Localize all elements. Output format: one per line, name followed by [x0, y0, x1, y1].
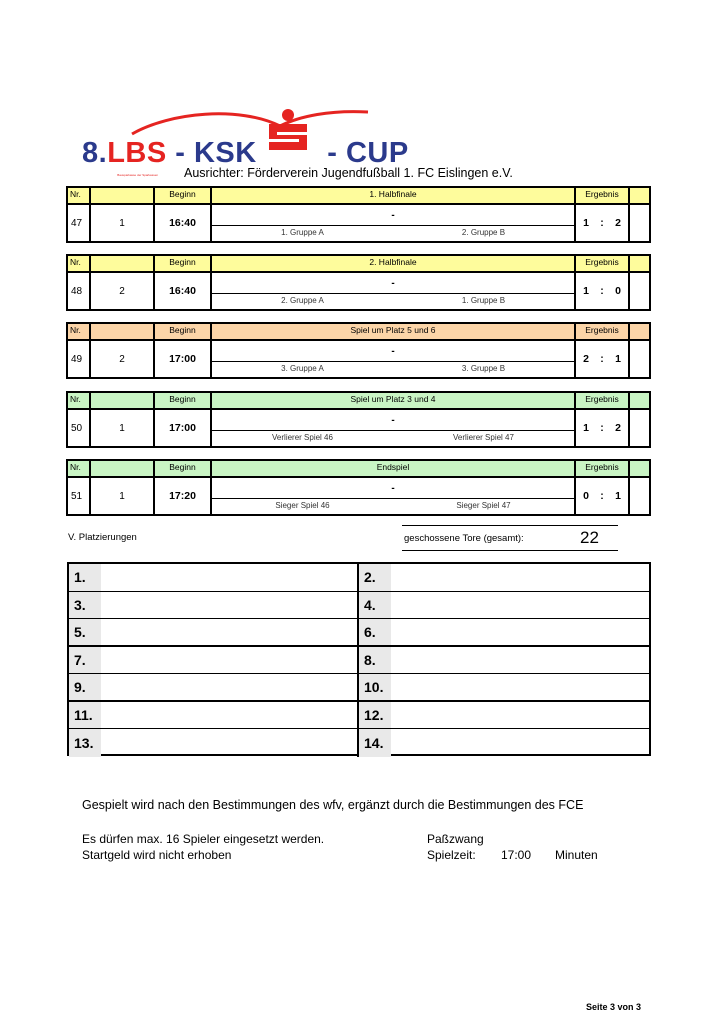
rank-team[interactable] — [391, 619, 649, 645]
home-group: 2. Gruppe A — [281, 296, 324, 305]
match-field: 1 — [91, 410, 155, 446]
col-result-header: Ergebnis — [576, 461, 630, 476]
score-home: 2 — [583, 353, 589, 365]
match-table — [66, 186, 651, 243]
rank-number: 13. — [69, 729, 101, 757]
logo-lbs: LBS Bausparkasse der Sparkassen — [107, 137, 167, 177]
match-table — [66, 391, 651, 448]
col-extra-header — [630, 461, 649, 476]
rank-number: 8. — [359, 647, 391, 674]
rank-number: 14. — [359, 729, 391, 757]
match-start-time: 17:00 — [155, 341, 212, 377]
match-extra-cell — [630, 341, 649, 377]
match-start-time: 16:40 — [155, 273, 212, 309]
col-start-header: Beginn — [155, 188, 212, 203]
rank-number: 6. — [359, 619, 391, 645]
logo-separator: - — [318, 137, 346, 169]
col-result-header: Ergebnis — [576, 324, 630, 339]
rules-note: Gespielt wird nach den Bestimmungen des wfv, ergänzt durch die Bestimmungen des FCE — [82, 798, 584, 812]
match-title: 2. Halbfinale — [212, 256, 576, 271]
match-teams: - — [212, 341, 574, 362]
score-home: 0 — [583, 490, 589, 502]
score-away: 2 — [615, 217, 621, 229]
rank-team[interactable] — [391, 729, 649, 757]
away-group: 3. Gruppe B — [461, 364, 506, 373]
logo-cup: CUP — [345, 137, 409, 169]
rank-team[interactable] — [391, 647, 649, 674]
col-field-header — [91, 324, 155, 339]
match-number: 51 — [68, 478, 91, 514]
rank-row — [359, 619, 649, 647]
rank-number: 10. — [359, 674, 391, 700]
rank-team[interactable] — [101, 729, 357, 757]
match-pairing — [212, 478, 576, 514]
match-field: 2 — [91, 273, 155, 309]
match-start-time: 17:00 — [155, 410, 212, 446]
playtime-unit: Minuten — [555, 848, 598, 862]
match-row — [68, 205, 649, 241]
col-extra-header — [630, 393, 649, 408]
away-group: 1. Gruppe B — [461, 296, 506, 305]
rank-team[interactable] — [391, 674, 649, 700]
rank-row — [69, 592, 359, 620]
match-start-time: 17:20 — [155, 478, 212, 514]
col-result-header: Ergebnis — [576, 256, 630, 271]
match-title: Spiel um Platz 3 und 4 — [212, 393, 576, 408]
score-away: 1 — [615, 490, 621, 502]
match-number: 50 — [68, 410, 91, 446]
rank-team[interactable] — [101, 674, 357, 700]
rank-number: 7. — [69, 647, 101, 674]
col-start-header: Beginn — [155, 324, 212, 339]
rank-row — [69, 619, 359, 647]
match-row — [68, 341, 649, 377]
match-header-row — [68, 393, 649, 410]
rank-team[interactable] — [101, 564, 357, 591]
col-field-header — [91, 188, 155, 203]
rank-number: 12. — [359, 702, 391, 729]
total-goals-label: geschossene Tore (gesamt): — [404, 532, 524, 544]
score-home: 1 — [583, 217, 589, 229]
rank-row — [359, 729, 649, 757]
col-start-header: Beginn — [155, 256, 212, 271]
match-result — [576, 410, 630, 446]
rank-team[interactable] — [101, 702, 357, 729]
playtime-label: Spielzeit: — [427, 848, 476, 862]
home-group: Sieger Spiel 46 — [275, 501, 330, 510]
match-table — [66, 322, 651, 379]
col-start-header: Beginn — [155, 393, 212, 408]
match-title: Spiel um Platz 5 und 6 — [212, 324, 576, 339]
match-teams: - — [212, 410, 574, 431]
playtime-value: 17:00 — [501, 848, 532, 862]
home-group: 1. Gruppe A — [281, 228, 324, 237]
match-header-row — [68, 324, 649, 341]
organizer-line: Ausrichter: Förderverein Jugendfußball 1. FC Eislingen e.V. — [184, 166, 513, 180]
match-teams: - — [212, 205, 574, 226]
rank-team[interactable] — [391, 592, 649, 619]
col-nr-header: Nr. — [68, 188, 91, 203]
rank-team[interactable] — [101, 592, 357, 619]
score-home: 1 — [583, 285, 589, 297]
match-pairing — [212, 341, 576, 377]
score-separator: : — [600, 285, 604, 297]
rank-team[interactable] — [391, 564, 649, 591]
logo-edition: 8. — [82, 137, 108, 169]
match-teams: - — [212, 478, 574, 499]
col-extra-header — [630, 324, 649, 339]
match-extra-cell — [630, 410, 649, 446]
rank-row — [359, 702, 649, 730]
rank-number: 9. — [69, 674, 101, 700]
home-group: Verlierer Spiel 46 — [272, 433, 333, 442]
match-start-time: 16:40 — [155, 205, 212, 241]
score-away: 2 — [615, 422, 621, 434]
match-extra-cell — [630, 478, 649, 514]
rank-row — [69, 674, 359, 702]
match-result — [576, 205, 630, 241]
match-pairing — [212, 205, 576, 241]
rank-team[interactable] — [101, 619, 357, 645]
page-number: Seite 3 von 3 — [586, 1002, 642, 1012]
rank-row — [359, 674, 649, 702]
total-goals-value: 22 — [580, 528, 599, 547]
match-result — [576, 478, 630, 514]
score-separator: : — [600, 217, 604, 229]
col-result-header: Ergebnis — [576, 393, 630, 408]
home-group: 3. Gruppe A — [281, 364, 324, 373]
rank-team[interactable] — [101, 647, 357, 674]
match-row — [68, 273, 649, 309]
match-field: 1 — [91, 478, 155, 514]
logo-separator: - — [166, 137, 194, 169]
match-header-row — [68, 188, 649, 205]
match-title: 1. Halbfinale — [212, 188, 576, 203]
rank-number: 2. — [359, 564, 391, 591]
rank-number: 5. — [69, 619, 101, 645]
match-extra-cell — [630, 205, 649, 241]
match-pairing — [212, 273, 576, 309]
score-separator: : — [600, 353, 604, 365]
score-separator: : — [600, 422, 604, 434]
away-group: 2. Gruppe B — [461, 228, 506, 237]
match-teams: - — [212, 273, 574, 294]
col-field-header — [91, 393, 155, 408]
match-number: 47 — [68, 205, 91, 241]
logo-ksk: KSK — [193, 137, 257, 169]
match-header-row — [68, 256, 649, 273]
match-number: 49 — [68, 341, 91, 377]
col-field-header — [91, 461, 155, 476]
match-number: 48 — [68, 273, 91, 309]
match-result — [576, 341, 630, 377]
rank-team[interactable] — [391, 702, 649, 729]
rank-row — [359, 564, 649, 592]
placements-table — [67, 562, 651, 756]
col-start-header: Beginn — [155, 461, 212, 476]
away-group: Verlierer Spiel 47 — [453, 433, 514, 442]
score-away: 0 — [615, 285, 621, 297]
col-nr-header: Nr. — [68, 461, 91, 476]
rank-number: 1. — [69, 564, 101, 591]
col-extra-header — [630, 256, 649, 271]
rank-row — [359, 592, 649, 620]
match-pairing — [212, 410, 576, 446]
col-nr-header: Nr. — [68, 324, 91, 339]
rank-number: 3. — [69, 592, 101, 619]
score-away: 1 — [615, 353, 621, 365]
away-group: Sieger Spiel 47 — [456, 501, 511, 510]
match-table — [66, 459, 651, 516]
col-nr-header: Nr. — [68, 256, 91, 271]
score-home: 1 — [583, 422, 589, 434]
sparkasse-s-icon — [267, 122, 309, 162]
col-nr-header: Nr. — [68, 393, 91, 408]
match-row — [68, 478, 649, 514]
rank-number: 11. — [69, 702, 101, 729]
playtime — [427, 848, 598, 862]
pass-requirement-note: Paßzwang — [427, 832, 484, 846]
col-result-header: Ergebnis — [576, 188, 630, 203]
match-extra-cell — [630, 273, 649, 309]
rank-row — [69, 729, 359, 757]
match-header-row — [68, 461, 649, 478]
total-goals — [402, 525, 618, 551]
rank-number: 4. — [359, 592, 391, 619]
col-extra-header — [630, 188, 649, 203]
col-field-header — [91, 256, 155, 271]
rank-row — [359, 647, 649, 675]
player-limit-note: Es dürfen max. 16 Spieler eingesetzt werden. — [82, 832, 325, 846]
match-table — [66, 254, 651, 311]
entry-fee-note: Startgeld wird nicht erhoben — [82, 848, 232, 862]
score-separator: : — [600, 490, 604, 502]
placements-title: V. Platzierungen — [68, 532, 137, 543]
match-title: Endspiel — [212, 461, 576, 476]
rank-row — [69, 564, 359, 592]
match-result — [576, 273, 630, 309]
match-field: 1 — [91, 205, 155, 241]
rank-row — [69, 647, 359, 675]
match-field: 2 — [91, 341, 155, 377]
rank-row — [69, 702, 359, 730]
match-row — [68, 410, 649, 446]
